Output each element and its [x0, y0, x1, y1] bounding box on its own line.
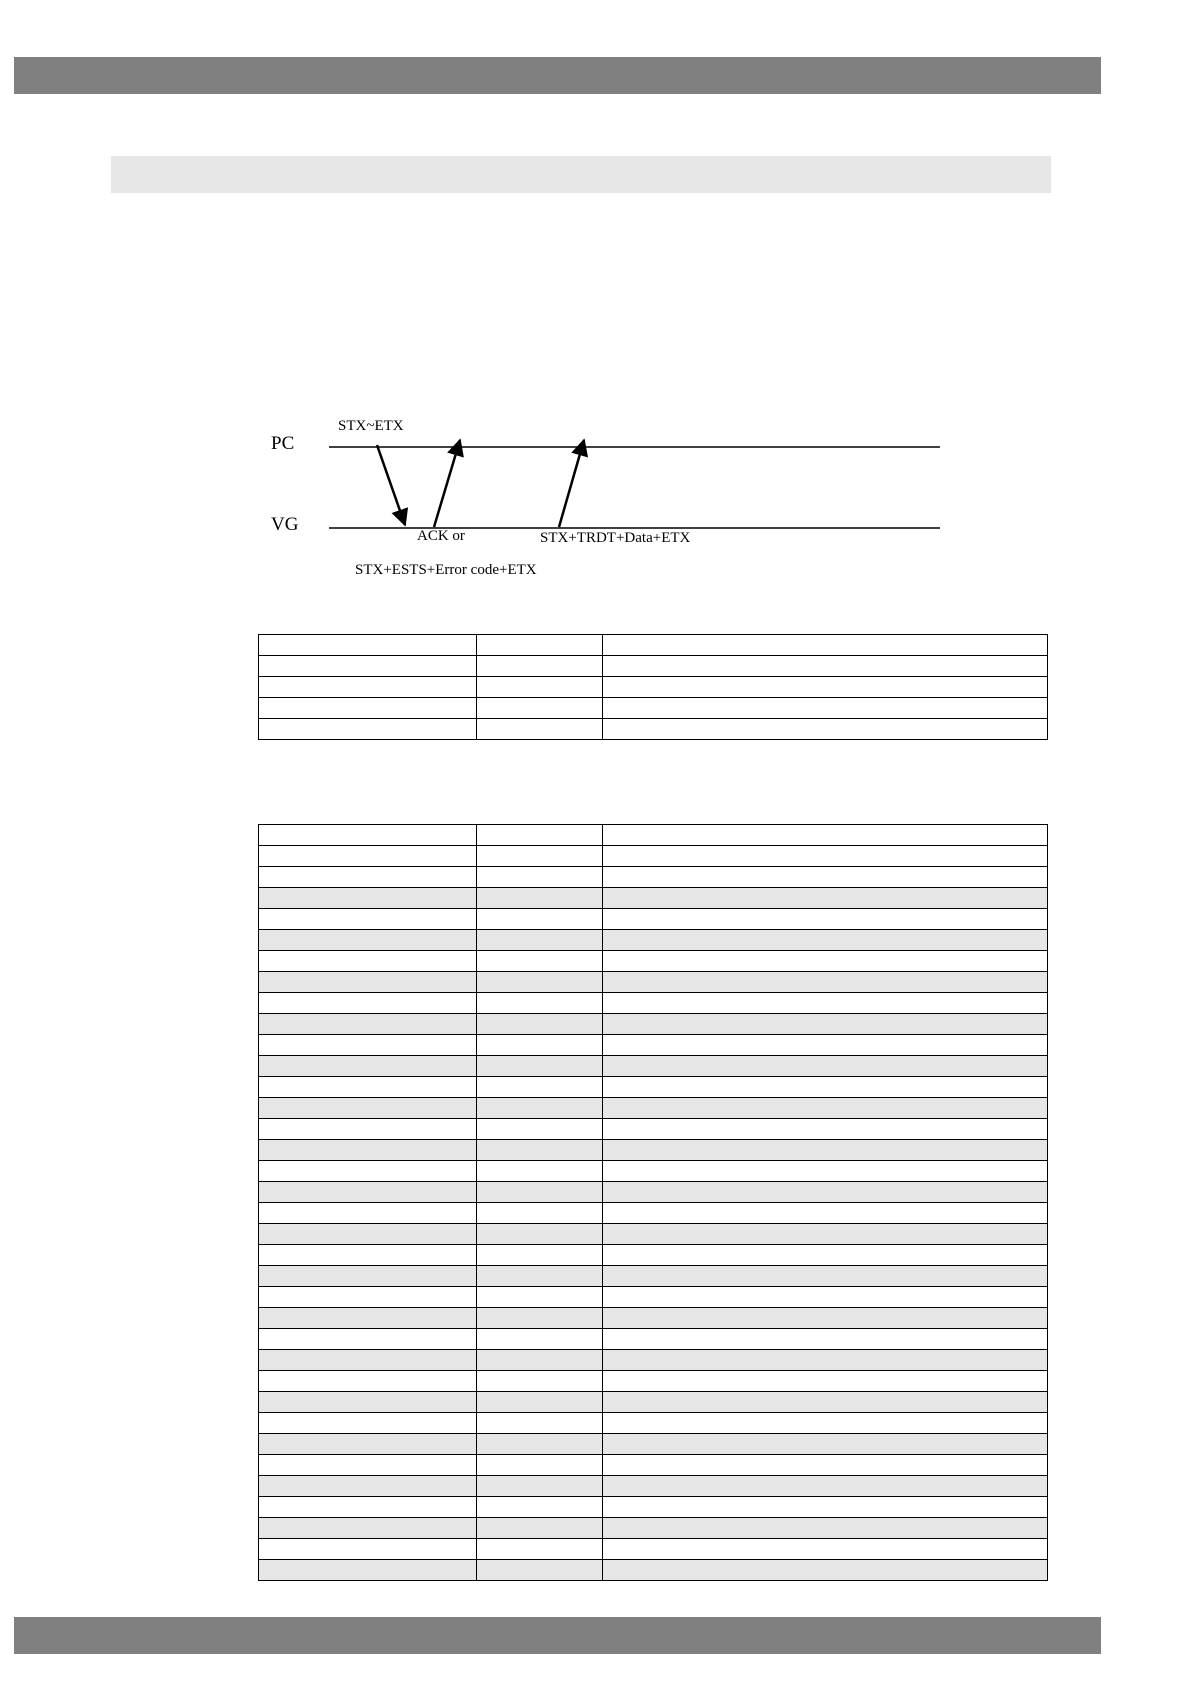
- table-cell: [477, 656, 603, 677]
- table-row: [259, 1203, 1048, 1224]
- table-row: [259, 1434, 1048, 1455]
- table-cell: [477, 1119, 603, 1140]
- table-cell: [259, 1350, 477, 1371]
- table-cell: [603, 1203, 1048, 1224]
- page-footer-band: [14, 1617, 1101, 1654]
- table-row: [259, 677, 1048, 698]
- command-table-body: [259, 635, 1048, 740]
- table-cell: [259, 1518, 477, 1539]
- table-row: [259, 888, 1048, 909]
- table-cell: [603, 909, 1048, 930]
- table-cell: [259, 1035, 477, 1056]
- table-cell: [259, 677, 477, 698]
- table-cell: [259, 888, 477, 909]
- table-cell: [259, 1560, 477, 1581]
- table-cell: [603, 656, 1048, 677]
- table-cell: [477, 698, 603, 719]
- table-row: [259, 909, 1048, 930]
- communication-sequence-diagram: [250, 415, 950, 595]
- table-row: [259, 1140, 1048, 1161]
- table-row: [259, 1119, 1048, 1140]
- table-row: [259, 1266, 1048, 1287]
- table-cell: [603, 1098, 1048, 1119]
- table-cell: [603, 1035, 1048, 1056]
- table-cell: [259, 867, 477, 888]
- table-cell: [259, 1266, 477, 1287]
- table-cell: [477, 930, 603, 951]
- table-cell: [603, 1455, 1048, 1476]
- table-cell: [477, 1266, 603, 1287]
- table-cell: [259, 1056, 477, 1077]
- table-cell: [603, 1497, 1048, 1518]
- section-heading-bar: [111, 156, 1051, 193]
- table-cell: [259, 1308, 477, 1329]
- table-cell: [603, 993, 1048, 1014]
- table-cell: [259, 1434, 477, 1455]
- table-row: [259, 1539, 1048, 1560]
- table-cell: [259, 1203, 477, 1224]
- table-row: [259, 825, 1048, 846]
- table-cell: [477, 677, 603, 698]
- table-cell: [477, 993, 603, 1014]
- table-cell: [603, 1161, 1048, 1182]
- table-cell: [603, 1560, 1048, 1581]
- table-cell: [603, 951, 1048, 972]
- table-cell: [477, 1329, 603, 1350]
- table-cell: [477, 1497, 603, 1518]
- table-cell: [477, 1350, 603, 1371]
- pc-lane-label: PC: [271, 433, 295, 454]
- table-row: [259, 635, 1048, 656]
- table-row: [259, 846, 1048, 867]
- table-cell: [603, 1245, 1048, 1266]
- table-cell: [603, 1266, 1048, 1287]
- table-cell: [259, 1014, 477, 1035]
- table-cell: [603, 1413, 1048, 1434]
- table-cell: [259, 1497, 477, 1518]
- table-row: [259, 1413, 1048, 1434]
- table-cell: [259, 698, 477, 719]
- ack-arrow: [434, 440, 460, 527]
- table-cell: [477, 972, 603, 993]
- table-row: [259, 1371, 1048, 1392]
- table-cell: [603, 1539, 1048, 1560]
- table-cell: [603, 1518, 1048, 1539]
- table-row: [259, 1392, 1048, 1413]
- table-cell: [603, 1287, 1048, 1308]
- table-row: [259, 1350, 1048, 1371]
- table-cell: [259, 1077, 477, 1098]
- table-cell: [603, 1350, 1048, 1371]
- command-table: [258, 634, 1048, 740]
- table-cell: [603, 1308, 1048, 1329]
- table-cell: [477, 1140, 603, 1161]
- table-cell: [603, 1476, 1048, 1497]
- table-row: [259, 1476, 1048, 1497]
- table-cell: [603, 825, 1048, 846]
- table-cell: [259, 1224, 477, 1245]
- data-arrow: [559, 440, 584, 527]
- table-cell: [603, 867, 1048, 888]
- table-row: [259, 1161, 1048, 1182]
- table-cell: [259, 1098, 477, 1119]
- table-cell: [603, 1014, 1048, 1035]
- table-cell: [259, 656, 477, 677]
- table-cell: [477, 1014, 603, 1035]
- table-cell: [603, 888, 1048, 909]
- table-cell: [603, 1140, 1048, 1161]
- table-row: [259, 1329, 1048, 1350]
- table-cell: [259, 1413, 477, 1434]
- table-cell: [477, 1056, 603, 1077]
- table-cell: [259, 1161, 477, 1182]
- table-cell: [259, 846, 477, 867]
- table-cell: [603, 1371, 1048, 1392]
- table-cell: [259, 1371, 477, 1392]
- error-response-label: STX+ESTS+Error code+ETX: [355, 562, 537, 578]
- data-response-label: STX+TRDT+Data+ETX: [540, 530, 691, 546]
- table-cell: [603, 1224, 1048, 1245]
- table-cell: [259, 951, 477, 972]
- table-cell: [603, 698, 1048, 719]
- table-cell: [603, 635, 1048, 656]
- table-cell: [603, 846, 1048, 867]
- table-cell: [477, 825, 603, 846]
- ack-label: ACK or: [417, 528, 465, 544]
- table-cell: [259, 993, 477, 1014]
- table-cell: [603, 1182, 1048, 1203]
- table-cell: [259, 1245, 477, 1266]
- table-cell: [259, 1140, 477, 1161]
- command-label: STX~ETX: [338, 418, 404, 434]
- table-row: [259, 972, 1048, 993]
- table-cell: [259, 1182, 477, 1203]
- table-cell: [259, 1392, 477, 1413]
- response-table: [258, 824, 1048, 1581]
- table-cell: [477, 1560, 603, 1581]
- table-cell: [477, 909, 603, 930]
- table-cell: [603, 930, 1048, 951]
- table-cell: [259, 1539, 477, 1560]
- table-row: [259, 1518, 1048, 1539]
- table-cell: [477, 1476, 603, 1497]
- table-row: [259, 719, 1048, 740]
- table-cell: [603, 1119, 1048, 1140]
- table-cell: [477, 1077, 603, 1098]
- table-row: [259, 1308, 1048, 1329]
- table-cell: [603, 1434, 1048, 1455]
- table-cell: [259, 1476, 477, 1497]
- table-row: [259, 1455, 1048, 1476]
- table-cell: [259, 1329, 477, 1350]
- table-row: [259, 951, 1048, 972]
- table-row: [259, 1560, 1048, 1581]
- table-row: [259, 1056, 1048, 1077]
- table-cell: [477, 1392, 603, 1413]
- table-cell: [603, 677, 1048, 698]
- table-cell: [603, 719, 1048, 740]
- table-cell: [477, 1518, 603, 1539]
- table-cell: [477, 867, 603, 888]
- table-row: [259, 1182, 1048, 1203]
- table-cell: [477, 635, 603, 656]
- table-row: [259, 867, 1048, 888]
- table-row: [259, 1035, 1048, 1056]
- table-cell: [259, 1455, 477, 1476]
- table-cell: [477, 1287, 603, 1308]
- table-row: [259, 930, 1048, 951]
- table-cell: [477, 1245, 603, 1266]
- table-cell: [259, 1119, 477, 1140]
- table-cell: [259, 719, 477, 740]
- table-row: [259, 993, 1048, 1014]
- table-row: [259, 1287, 1048, 1308]
- table-cell: [477, 846, 603, 867]
- table-cell: [477, 1224, 603, 1245]
- table-cell: [477, 1182, 603, 1203]
- table-cell: [603, 1056, 1048, 1077]
- table-cell: [603, 972, 1048, 993]
- table-cell: [477, 951, 603, 972]
- table-row: [259, 698, 1048, 719]
- table-row: [259, 1014, 1048, 1035]
- table-cell: [259, 972, 477, 993]
- table-cell: [603, 1077, 1048, 1098]
- vg-lane-label: VG: [271, 514, 299, 535]
- table-row: [259, 1245, 1048, 1266]
- table-cell: [259, 1287, 477, 1308]
- table-cell: [477, 719, 603, 740]
- table-cell: [477, 1434, 603, 1455]
- table-cell: [259, 909, 477, 930]
- table-row: [259, 1224, 1048, 1245]
- table-cell: [603, 1392, 1048, 1413]
- command-arrow: [377, 445, 405, 525]
- response-table-body: [259, 825, 1048, 1581]
- table-cell: [259, 930, 477, 951]
- table-cell: [477, 1161, 603, 1182]
- table-row: [259, 1098, 1048, 1119]
- table-cell: [477, 1539, 603, 1560]
- table-cell: [477, 1371, 603, 1392]
- table-cell: [603, 1329, 1048, 1350]
- table-cell: [477, 1098, 603, 1119]
- table-row: [259, 656, 1048, 677]
- table-row: [259, 1497, 1048, 1518]
- table-cell: [477, 1035, 603, 1056]
- table-cell: [259, 635, 477, 656]
- page-header-band: [14, 57, 1101, 94]
- table-cell: [477, 1413, 603, 1434]
- table-row: [259, 1077, 1048, 1098]
- table-cell: [477, 888, 603, 909]
- table-cell: [259, 825, 477, 846]
- table-cell: [477, 1455, 603, 1476]
- table-cell: [477, 1308, 603, 1329]
- table-cell: [477, 1203, 603, 1224]
